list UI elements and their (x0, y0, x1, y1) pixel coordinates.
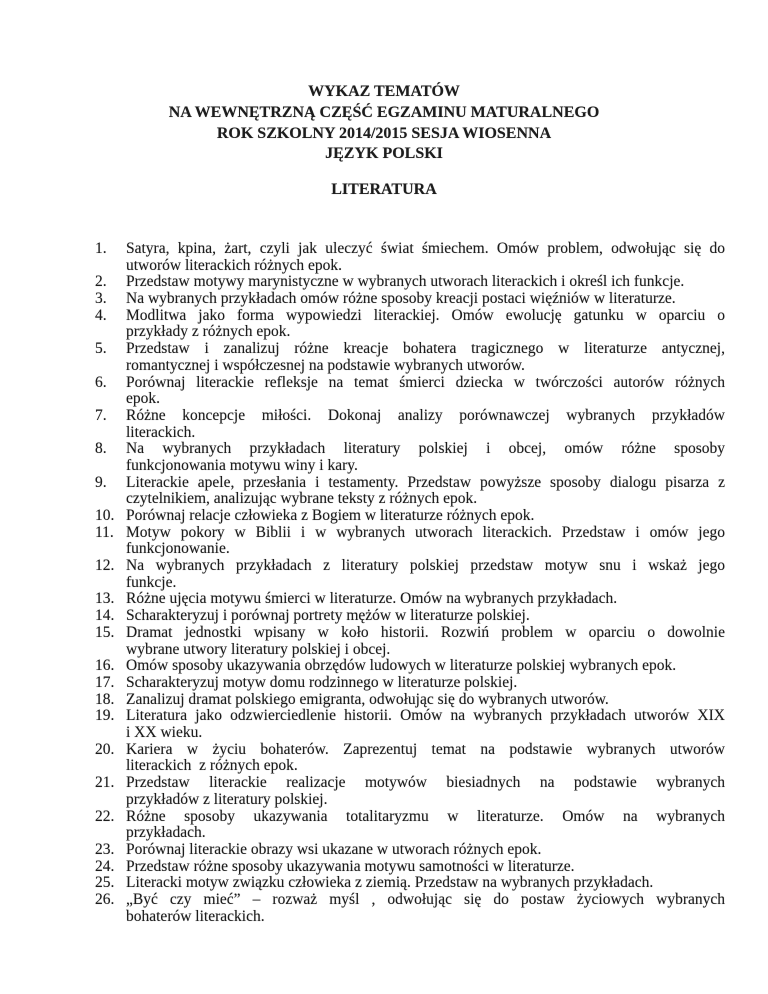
topic-text (126, 408, 725, 441)
topic-text (126, 692, 725, 709)
topic-number: 9. (95, 473, 107, 491)
section-title: LITERATURA (331, 181, 437, 198)
topic-number: 1. (95, 240, 107, 257)
topic-text (126, 875, 725, 892)
topic-item (95, 341, 725, 374)
topic-text-line: Literacki motyw związku człowieka z ziemią. Przedstaw na wybranych przykładach. (126, 874, 654, 892)
topic-number: 18. (95, 690, 115, 708)
topic-text (126, 625, 725, 658)
topic-text (126, 341, 725, 374)
topic-text-line: Na wybranych przykładach omów różne sposoby kreacji postaci więźniów w literaturze. (126, 290, 676, 308)
doc-title-line-4: JĘZYK POLSKI (325, 145, 443, 163)
topic-text-line: Przedstaw i zanalizuj różne kreacje bohatera tragicznego w literaturze antycznej, (126, 340, 725, 358)
topic-text-line: Na wybranych przykładach literatury polskiej i obcej, omów różne sposoby (126, 440, 725, 458)
topic-text-line: wybrane utwory literatury polskiej i obcej. (126, 640, 391, 658)
topic-text-line: Kariera w życiu bohaterów. Zaprezentuj temat na podstawie wybranych utworów (126, 740, 725, 758)
topic-item (95, 608, 725, 625)
topic-text-line: Motyw pokory w Biblii i w wybranych utworach literackich. Przedstaw i omów jego (126, 523, 725, 541)
doc-title-line-3: ROK SZKOLNY 2014/2015 SESJA WIOSENNA (216, 124, 552, 142)
topic-text (126, 809, 725, 842)
topic-number: 26. (95, 890, 115, 908)
topic-text (126, 591, 725, 608)
topic-item (95, 475, 725, 508)
topic-item (95, 892, 725, 925)
topic-text (126, 892, 725, 925)
topic-number: 21. (95, 774, 115, 792)
topic-number: 24. (95, 857, 115, 875)
topic-text (126, 742, 725, 775)
topic-item (95, 775, 725, 808)
doc-title-line-1: WYKAZ TEMATÓW (308, 83, 460, 100)
topic-item (95, 692, 725, 709)
topic-text (126, 525, 725, 558)
topic-text-line: Różne sposoby ukazywania totalitaryzmu w literaturze. Omów na wybranych (126, 807, 725, 825)
topic-text-line: Różne ujęcia motywu śmierci w literaturze. Omów na wybranych przykładach. (126, 590, 618, 608)
topic-item (95, 809, 725, 842)
topic-number: 17. (95, 673, 115, 691)
topic-text (126, 775, 725, 808)
topic-text-line: czytelnikiem, analizując wybrane teksty z różnych epok. (126, 490, 478, 508)
topic-text (126, 274, 725, 291)
topic-text-line: literackich z różnych epok. (126, 757, 298, 775)
topic-text (126, 658, 725, 675)
topic-text-line: Literatura jako odzwierciedlenie historii. Omów na wybranych przykładach utworów XIX (126, 707, 725, 725)
topic-item (95, 241, 725, 274)
topic-item (95, 508, 725, 525)
topic-number: 3. (95, 290, 107, 308)
topic-text-line: Zanalizuj dramat polskiego emigranta, odwołując się do wybranych utworów. (126, 690, 609, 708)
topic-text (126, 508, 725, 525)
topic-number: 15. (95, 623, 115, 641)
topic-text-line: Dramat jednostki wpisany w koło historii. Rozwiń problem w oparciu o dowolnie (126, 623, 725, 641)
topic-text (126, 241, 725, 274)
topic-item (95, 625, 725, 658)
topic-number: 6. (95, 373, 107, 391)
topic-item (95, 875, 725, 892)
topic-text-line: przykładach. (126, 824, 206, 842)
topic-text-line: Porównaj literackie refleksje na temat śmierci dziecka w twórczości autorów różnych (126, 373, 725, 391)
topic-number: 4. (95, 306, 107, 324)
topic-text (126, 842, 725, 859)
topic-text-line: funkcjonowania motywu winy i kary. (126, 456, 358, 474)
topic-item (95, 274, 725, 291)
topic-number: 7. (95, 406, 107, 424)
topics-list (95, 241, 725, 925)
topic-number: 2. (95, 273, 107, 291)
doc-title-line-2: NA WEWNĘTRZNĄ CZĘŚĆ EGZAMINU MATURALNEGO (168, 103, 600, 121)
topic-number: 19. (95, 707, 115, 725)
topic-item (95, 708, 725, 741)
topic-text (126, 708, 725, 741)
topic-number: 12. (95, 557, 115, 575)
topic-text-line: Scharakteryzuj motyw domu rodzinnego w literaturze polskiej. (126, 673, 518, 691)
topic-text (126, 608, 725, 625)
topic-text (126, 308, 725, 341)
topic-text-line: i XX wieku. (126, 724, 203, 742)
topic-text (126, 859, 725, 876)
topic-text (126, 291, 725, 308)
topic-number: 20. (95, 740, 115, 758)
topic-text-line: Modlitwa jako forma wypowiedzi literackiej. Omów ewolucję gatunku w oparciu o (126, 306, 725, 324)
topic-text (126, 441, 725, 474)
topic-number: 14. (95, 607, 115, 625)
topic-text-line: Scharakteryzuj i porównaj portrety mężów w literaturze polskiej. (126, 607, 530, 625)
topic-text-line: literackich. (126, 423, 196, 441)
topic-text-line: Literackie apele, przesłania i testamenty. Przedstaw powyższe sposoby dialogu pisarza z (126, 473, 725, 491)
topic-item (95, 525, 725, 558)
topic-number: 5. (95, 340, 107, 358)
topic-text-line: Przedstaw różne sposoby ukazywania motywu samotności w literaturze. (126, 857, 575, 875)
topic-text-line: Różne koncepcje miłości. Dokonaj analizy porównawczej wybranych przykładów (126, 406, 725, 424)
topic-item (95, 742, 725, 775)
topic-number: 10. (95, 507, 115, 525)
topic-text-line: „Być czy mieć” – rozważ myśl , odwołując się do postaw życiowych wybranych (126, 890, 725, 908)
topic-text-line: Satyra, kpina, żart, czyli jak uleczyć świat śmiechem. Omów problem, odwołując się do (126, 240, 725, 257)
topic-text-line: Przedstaw motywy marynistyczne w wybranych utworach literackich i określ ich funkcje. (126, 273, 685, 291)
topic-number: 22. (95, 807, 115, 825)
topic-number: 11. (95, 523, 114, 541)
topic-text (126, 558, 725, 591)
topic-text-line: Przedstaw literackie realizacje motywów biesiadnych na podstawie wybranych (126, 774, 725, 792)
document-header (0, 82, 768, 165)
topic-number: 23. (95, 840, 115, 858)
topic-text-line: Porównaj literackie obrazy wsi ukazane w utworach różnych epok. (126, 840, 542, 858)
topic-item (95, 308, 725, 341)
topic-text-line: funkcje. (126, 573, 177, 591)
topic-text-line: romantycznej i współczesnej na podstawie wybranych utworów. (126, 356, 525, 374)
topic-item (95, 591, 725, 608)
topic-number: 8. (95, 440, 107, 458)
topic-text-line: Omów sposoby ukazywania obrzędów ludowych w literaturze polskiej wybranych epok. (126, 657, 677, 675)
topic-item (95, 675, 725, 692)
topic-item (95, 658, 725, 675)
topic-text-line: Porównaj relacje człowieka z Bogiem w literaturze różnych epok. (126, 507, 535, 525)
topic-text-line: epok. (126, 390, 161, 408)
topic-text (126, 675, 725, 692)
topic-text-line: utworów literackich różnych epok. (126, 256, 343, 274)
topic-number: 16. (95, 657, 115, 675)
topic-item (95, 408, 725, 441)
topic-text-line: przykłady z różnych epok. (126, 323, 291, 341)
topic-number: 13. (95, 590, 115, 608)
topic-item (95, 375, 725, 408)
topic-text-line: Na wybranych przykładach z literatury polskiej przedstaw motyw snu i wskaż jego (126, 557, 725, 575)
topic-text-line: przykładów z literatury polskiej. (126, 790, 328, 808)
topic-item (95, 842, 725, 859)
topic-text-line: funkcjonowanie. (126, 540, 230, 558)
topic-item (95, 291, 725, 308)
topic-text (126, 375, 725, 408)
topic-text (126, 475, 725, 508)
topic-item (95, 859, 725, 876)
topic-item (95, 441, 725, 474)
topic-item (95, 558, 725, 591)
topic-number: 25. (95, 874, 115, 892)
topic-text-line: bohaterów literackich. (126, 907, 265, 925)
